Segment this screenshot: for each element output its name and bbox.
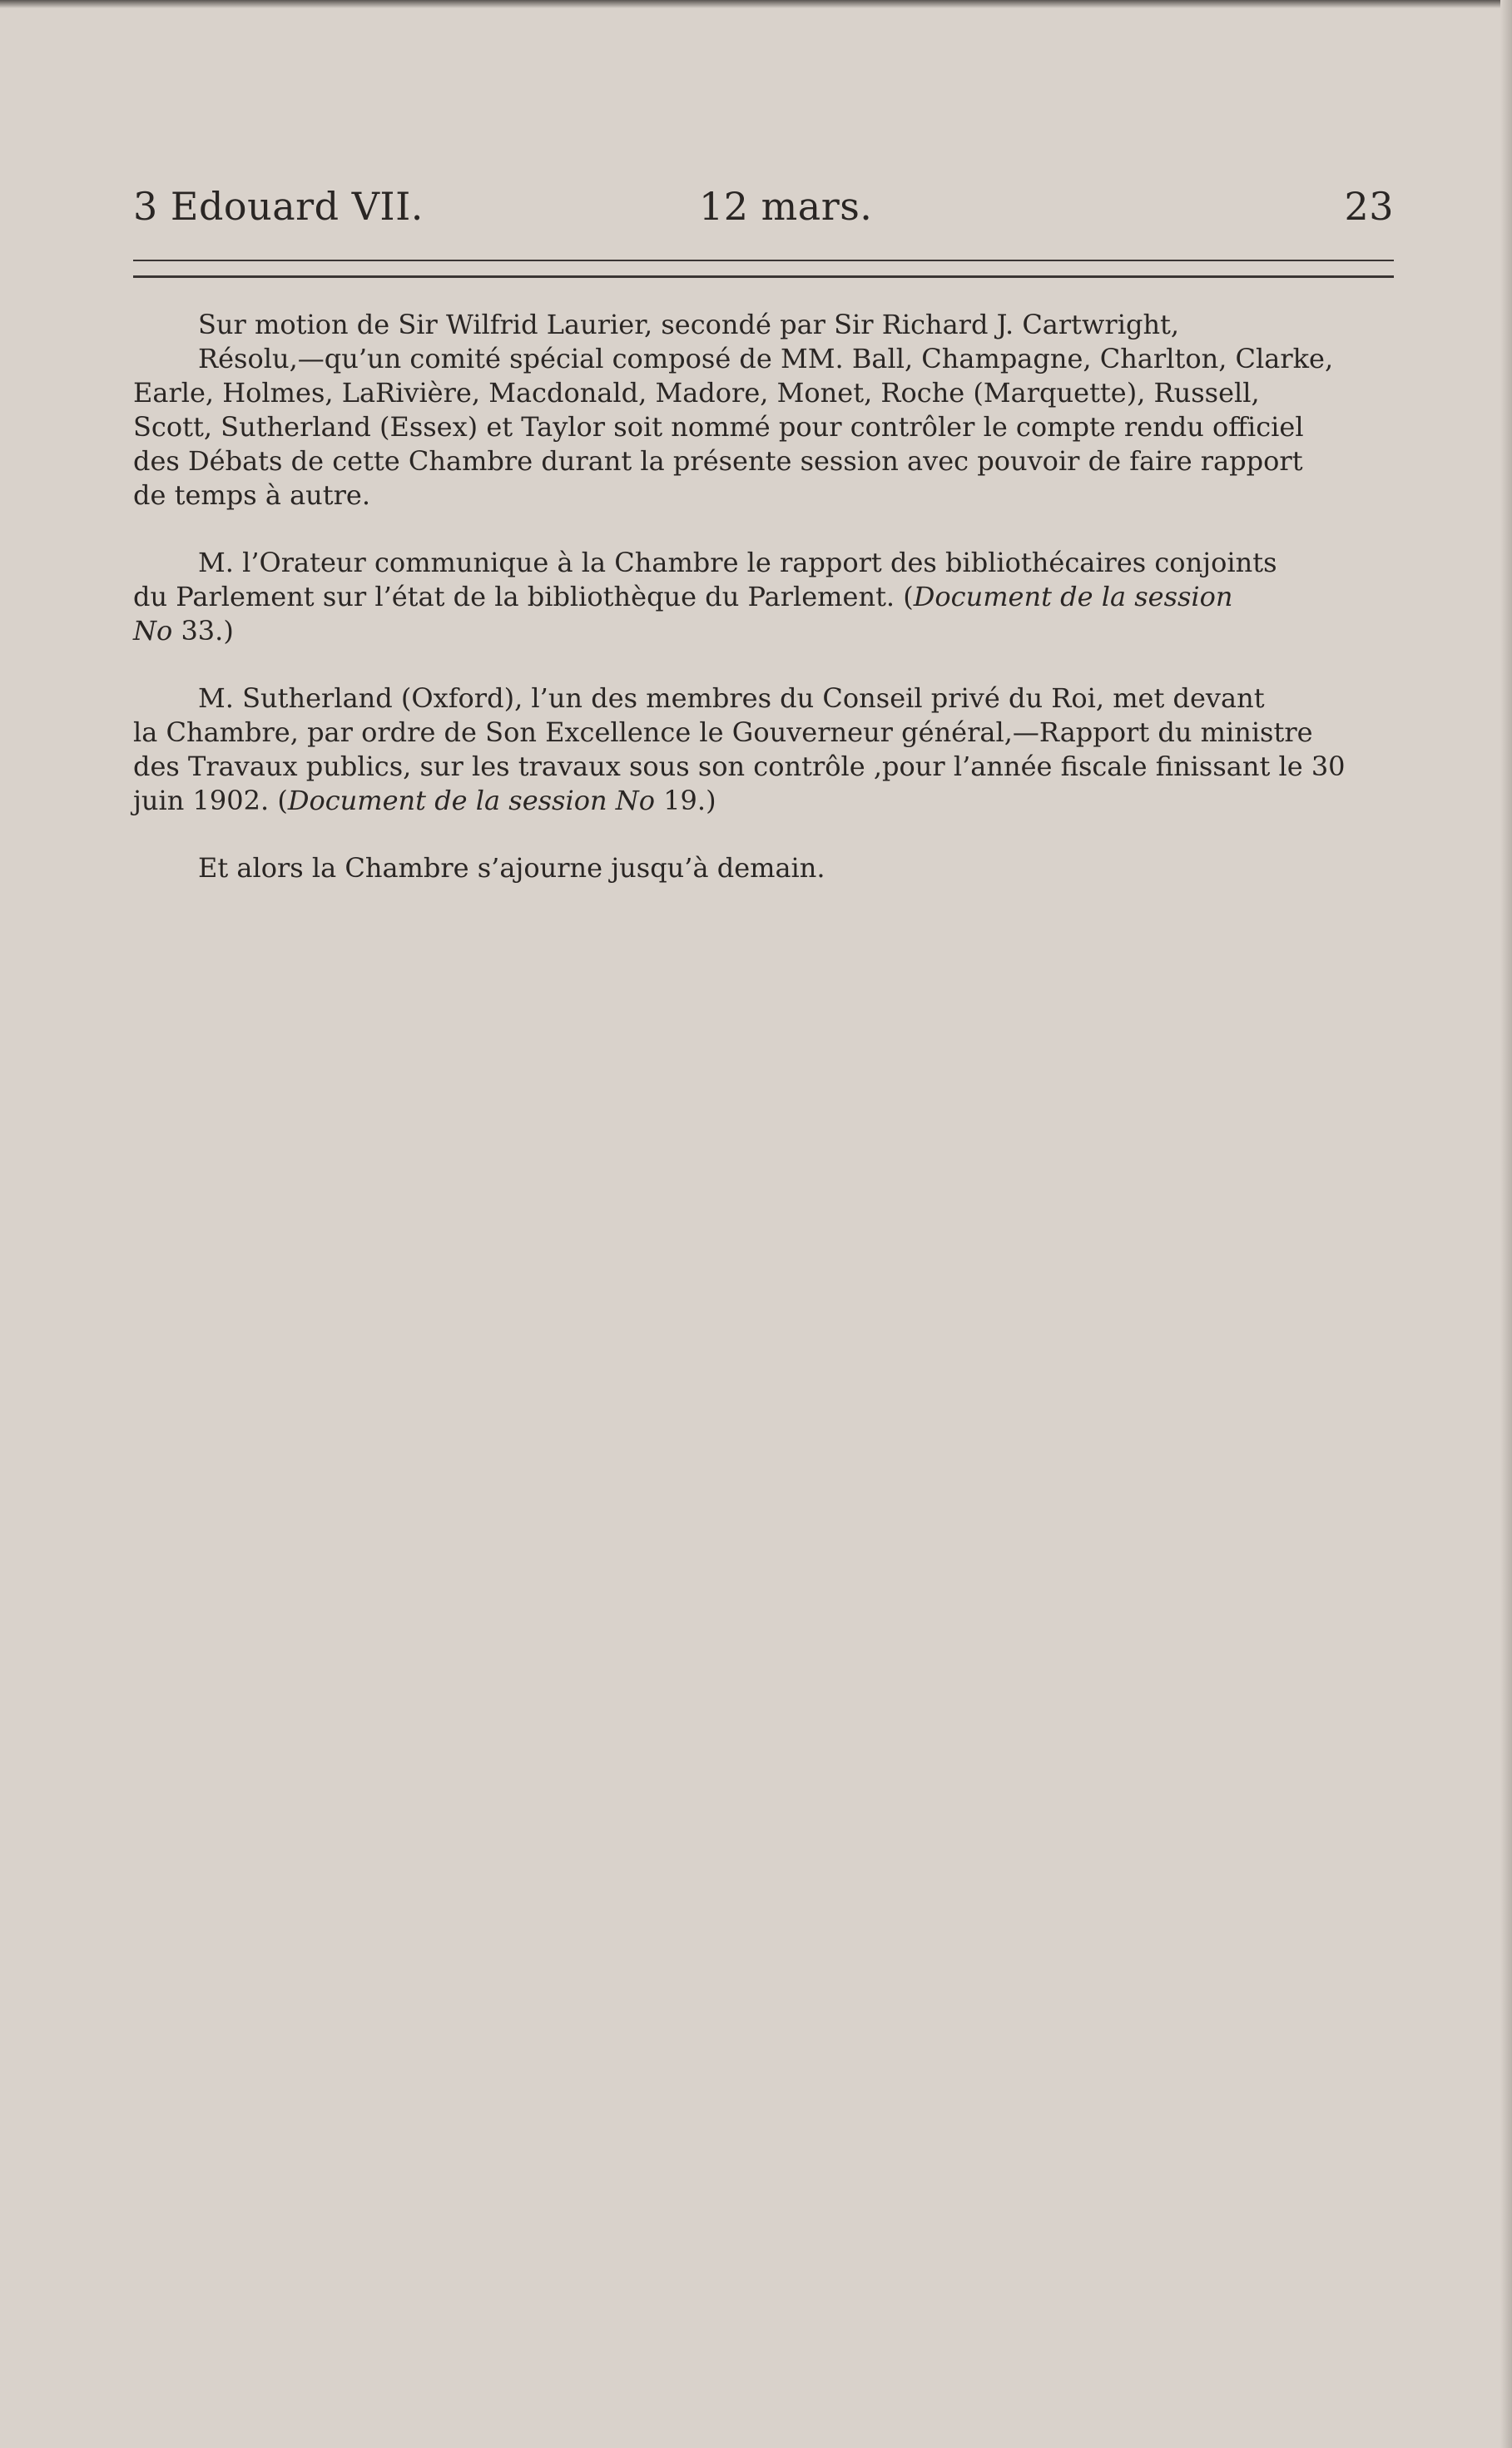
- journal-body: [133, 308, 1394, 919]
- text-line: M. Sutherland (Oxford), l’un des membres du Conseil privé du Roi, met devant: [198, 682, 1265, 714]
- page-edge-right: [1500, 0, 1512, 2448]
- text-line: la Chambre, par ordre de Son Excellence le Gouverneur général,—Rapport du ministre: [133, 716, 1313, 748]
- text-line: [133, 784, 1394, 818]
- text-run: du Parlement sur l’état de la bibliothèque du Parlement. (: [133, 581, 914, 612]
- text-line: des Travaux publics, sur les travaux sous son contrôle ,pour l’année fiscale finissant le 30: [133, 751, 1346, 782]
- paragraph-adjournment: [133, 851, 1394, 885]
- header-rule-thick: [133, 275, 1394, 278]
- text-run: 19.): [655, 785, 716, 816]
- text-line: Et alors la Chambre s’ajourne jusqu’à demain.: [198, 852, 825, 884]
- text-line: de temps à autre.: [133, 479, 371, 511]
- text-line: [133, 614, 1394, 648]
- text-line: Sur motion de Sir Wilfrid Laurier, secondé par Sir Richard J. Cartwright,: [198, 309, 1180, 340]
- text-line: M. l’Orateur communique à la Chambre le rapport des bibliothécaires conjoints: [198, 547, 1277, 578]
- running-header: [133, 181, 1394, 240]
- document-number-label: No: [133, 615, 173, 647]
- text-line: [133, 580, 1394, 614]
- paragraph-motion: [133, 308, 1394, 513]
- header-regnal-year: 3 Edouard VII.: [133, 184, 424, 229]
- text-line: Résolu,—qu’un comité spécial composé de MM. Ball, Champagne, Charlton, Clarke,: [198, 343, 1334, 374]
- text-line: des Débats de cette Chambre durant la présente session avec pouvoir de faire rapport: [133, 445, 1303, 477]
- header-rule-thin: [133, 260, 1394, 261]
- text-line: Scott, Sutherland (Essex) et Taylor soit nommé pour contrôler le compte rendu officiel: [133, 411, 1304, 443]
- text-line: Earle, Holmes, LaRivière, Macdonald, Madore, Monet, Roche (Marquette), Russell,: [133, 377, 1260, 409]
- document-reference: Document de la session No: [287, 785, 656, 816]
- page-number: 23: [1344, 184, 1394, 229]
- paragraph-public-works-report: [133, 681, 1394, 818]
- page-edge-top: [0, 0, 1512, 8]
- header-date: 12 mars.: [699, 184, 873, 229]
- document-reference: Document de la session: [913, 581, 1233, 612]
- text-run: 33.): [172, 615, 234, 647]
- text-run: juin 1902. (: [133, 785, 288, 816]
- paragraph-library-report: [133, 546, 1394, 648]
